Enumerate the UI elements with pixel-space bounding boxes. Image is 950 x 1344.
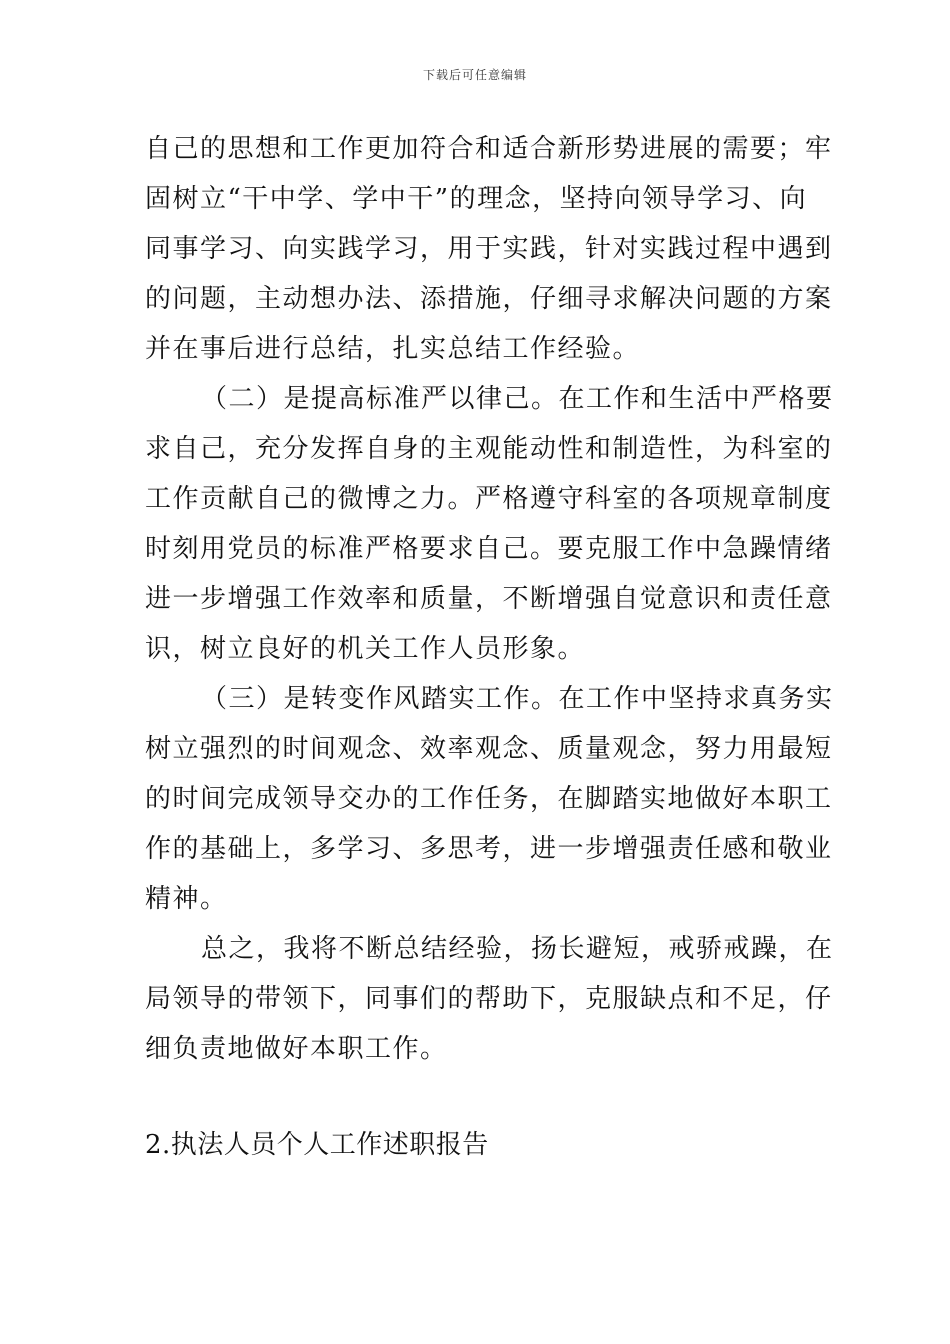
body-line: 树立强烈的时间观念、效率观念、质量观念，努力用最短 [145, 734, 833, 764]
body-line: 固树立“干中学、学中干”的理念，坚持向领导学习、向 [145, 184, 808, 214]
body-line: 精神。 [145, 884, 228, 914]
header-note: 下载后可任意编辑 [422, 68, 527, 82]
paragraph-heading-2: （二）是提高标准严以律己。在工作和生活中严格要 [201, 384, 834, 414]
body-line: 局领导的带领下，同事们的帮助下，克服缺点和不足，仔 [145, 984, 833, 1014]
body-line: 总之，我将不断总结经验，扬长避短，戒骄戒躁，在 [201, 934, 834, 964]
body-line: 的问题，主动想办法、添措施，仔细寻求解决问题的方案 [145, 284, 833, 314]
body-line: 同事学习、向实践学习，用于实践，针对实践过程中遇到 [145, 234, 833, 264]
body-line: 并在事后进行总结，扎实总结工作经验。 [145, 334, 641, 364]
body-line: 识，树立良好的机关工作人员形象。 [145, 634, 586, 664]
body-line: 作的基础上，多学习、多思考，进一步增强责任感和敬业 [145, 834, 833, 864]
body-line: 自己的思想和工作更加符合和适合新形势进展的需要；牢 [145, 134, 833, 164]
body-line: 细负责地做好本职工作。 [145, 1034, 448, 1064]
section-title: 2.执法人员个人工作述职报告 [145, 1130, 489, 1160]
body-line: 求自己，充分发挥自身的主观能动性和制造性，为科室的 [145, 434, 833, 464]
body-line: 工作贡献自己的微博之力。严格遵守科室的各项规章制度 [145, 484, 833, 514]
body-line: 时刻用党员的标准严格要求自己。要克服工作中急躁情绪 [145, 534, 833, 564]
body-line: 的时间完成领导交办的工作任务，在脚踏实地做好本职工 [145, 784, 833, 814]
body-line: 进一步增强工作效率和质量，不断增强自觉意识和责任意 [145, 584, 833, 614]
paragraph-heading-3: （三）是转变作风踏实工作。在工作中坚持求真务实 [201, 684, 834, 714]
